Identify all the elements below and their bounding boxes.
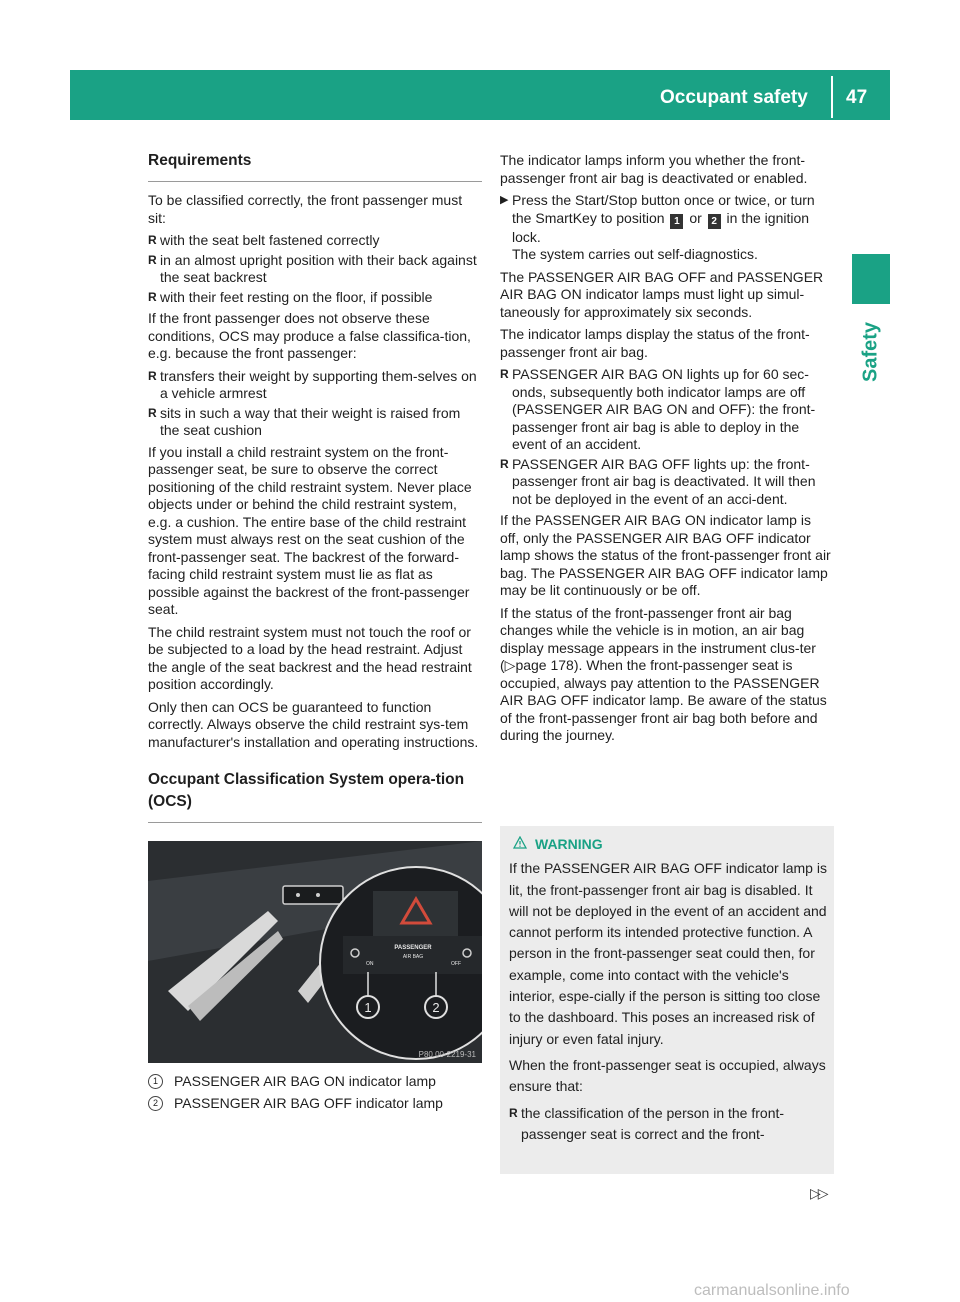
only-then-paragraph: Only then can OCS be guaranteed to function correctly. Always observe the child restraint sys-tem manufacturer's installation and operating instructions. — [148, 698, 479, 750]
motion-paragraph: If the status of the front-passenger front air bag changes while the vehicle is in motion, an air bag display message appears in the instrument clus-ter (▷page 178). When the front-passenger seat is occupied, always pay attention to the PASSENGER AIR BAG OFF indicator lamp. Be aware of the status of the front-passenger front air bag both before and during the journey. — [500, 604, 827, 743]
watermark: carmanualsonline.info — [694, 1282, 850, 1299]
continued-arrow-icon: ▷▷ — [810, 1185, 826, 1201]
requirements-heading: Requirements — [148, 152, 252, 169]
section-tab-marker — [852, 254, 890, 304]
list-item: R transfers their weight by supporting them-selves on a vehicle armrest — [148, 367, 477, 401]
header-title-text: Occupant safety — [660, 87, 808, 108]
panel-off-label: OFF — [451, 961, 461, 967]
install-paragraph: If you install a child restraint system on the front-passenger seat, be sure to observe the correct positioning of the child restraint system. Never place objects under or behind the child restraint system, e.g. a cushion. The entire base of the child restraint system must always rest on the seat cushion of the front-passenger seat. The backrest of the forward-facing child restraint system must lie as flat as possible against the backrest of the front-passenger seat. — [148, 443, 472, 617]
warning-ensure: When the front-passenger seat is occupied, always ensure that: — [509, 1056, 826, 1095]
warning-text: If the PASSENGER AIR BAG OFF indicator lamp is lit, the front-passenger front air bag is disabled. It will not be deployed in the event of an accident and cannot perform its intended protective function. A person in the front-passenger seat could then, for example, come into contact with the vehicle's interior, espe-cially if the person is sitting too close to the dashboard. This poses an increased risk of injury or even fatal injury. — [509, 860, 827, 1047]
page-reference-link[interactable]: page 178 — [515, 657, 574, 673]
legend-number: 1 — [148, 1074, 163, 1089]
legend-item: 2 PASSENGER AIR BAG OFF indicator lamp — [148, 1095, 482, 1113]
page-number: 47 — [846, 87, 868, 108]
indicator-paragraph: The indicator lamps inform you whether the front-passenger front air bag is deactivated or enabled. — [500, 152, 808, 186]
step-arrow-icon: ▶ — [500, 194, 509, 206]
overhead-control-panel-image — [148, 841, 482, 1063]
heading-rule — [148, 181, 482, 182]
callout-2: 2 — [432, 1000, 440, 1015]
warning-heading: WARNING — [509, 834, 829, 855]
requirements-intro: To be classified correctly, the front passenger must sit: — [148, 192, 463, 226]
list-item: R in an almost upright position with their back against the seat backrest — [148, 251, 477, 285]
false-classification-paragraph: If the front passenger does not observe these conditions, OCS may produce a false classifica-tion, e.g. because the front passenger: — [148, 310, 471, 361]
legend-item: 1 PASSENGER AIR BAG ON indicator lamp — [148, 1073, 482, 1091]
list-item: R the classification of the person in the front-passenger seat is correct and the front- — [509, 1104, 785, 1142]
heading-rule — [148, 822, 482, 823]
control-panel-illustration — [148, 841, 482, 1063]
section-tab-label — [852, 312, 890, 392]
panel-label-line2: AIR BAG — [402, 954, 424, 960]
bullet-marker: R — [500, 456, 509, 471]
warning-content — [509, 834, 829, 1147]
right-column — [500, 152, 834, 750]
off-status-paragraph: If the PASSENGER AIR BAG ON indicator lamp is off, only the PASSENGER AIR BAG OFF indicator lamp shows the status of the front-passenger front air bag. The PASSENGER AIR BAG OFF indicator lamp may be lit continuously or be off. — [500, 512, 831, 598]
list-item: R PASSENGER AIR BAG OFF lights up: the front-passenger front air bag is deactivated. It will then not be deployed in the event of an acci-dent. — [500, 455, 816, 507]
bullet-marker: R — [148, 233, 157, 247]
callout-1: 1 — [364, 1000, 372, 1015]
panel-on-label: ON — [366, 961, 374, 967]
bullet-marker: R — [148, 368, 157, 383]
bullet-marker: R — [500, 367, 509, 381]
bullet-marker: R — [148, 405, 157, 420]
key-position-1: 1 — [670, 214, 683, 229]
key-position-2: 2 — [708, 214, 721, 229]
page-ref-arrow-icon: ▷ — [504, 657, 516, 673]
step-result: The system carries out self-diagnostics. — [512, 246, 758, 262]
simultaneous-paragraph: The PASSENGER AIR BAG OFF and PASSENGER AIR BAG ON indicator lamps must light up simul-taneously for approximately six seconds. — [500, 268, 824, 320]
figure-code: P80.00-2219-31 — [418, 1050, 476, 1059]
ocs-heading: Occupant Classification System opera-tion (OCS) — [148, 771, 465, 810]
warning-triangle-icon — [513, 834, 527, 855]
legend-number: 2 — [148, 1096, 163, 1111]
instruction-step: ▶ Press the Start/Stop button once or twice, or turn the SmartKey to position 1 or 2 in the ignition lock. The system carries out self-diagnostics. — [500, 192, 815, 262]
left-column — [148, 150, 482, 1116]
status-paragraph: The indicator lamps display the status of the front-passenger front air bag. — [500, 326, 810, 360]
list-item: R PASSENGER AIR BAG ON lights up for 60 sec-onds, subsequently both indicator lamps are off (PASSENGER AIR BAG ON and OFF): the front-passenger front air bag is able to deploy in the event of an accident. — [500, 366, 816, 452]
bullet-marker: R — [148, 289, 157, 304]
roof-paragraph: The child restraint system must not touch the roof or be subjected to a load by the head restraint. Adjust the angle of the seat backrest and the head restraint position accordingly. — [148, 623, 472, 692]
list-item: R with the seat belt fastened correctly — [148, 232, 380, 248]
bullet-marker: R — [509, 1105, 518, 1120]
section-tab-text: Safety — [859, 321, 882, 383]
list-item: R sits in such a way that their weight is raised from the seat cushion — [148, 404, 461, 438]
header-divider — [831, 76, 833, 118]
list-item: R with their feet resting on the floor, if possible — [148, 288, 433, 305]
warning-box — [500, 826, 834, 1174]
panel-label-line1: PASSENGER — [394, 945, 432, 951]
bullet-marker: R — [148, 252, 157, 267]
